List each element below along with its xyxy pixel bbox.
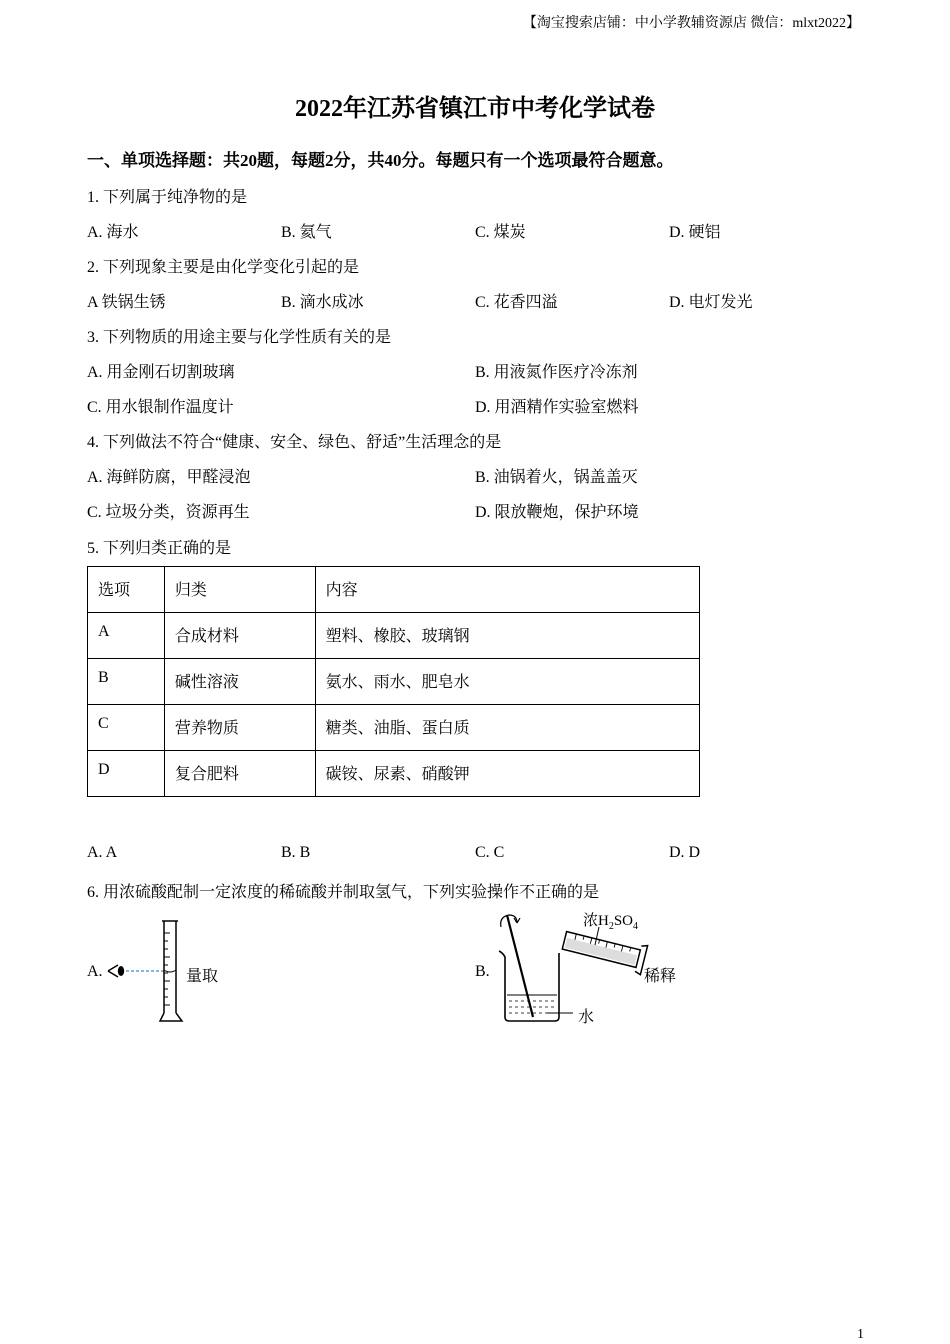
table-cell: 塑料、橡胶、玻璃钢 — [315, 613, 699, 659]
q5-option-d: D. D — [669, 844, 701, 861]
q3-option-c: C. 用水银制作温度计 — [87, 399, 234, 416]
table-row — [88, 751, 700, 797]
table-row — [88, 705, 700, 751]
q5-stem: 5. 下列归类正确的是 — [87, 540, 232, 557]
q1-stem: 1. 下列属于纯净物的是 — [87, 189, 248, 206]
table-header-cell: 选项 — [88, 567, 165, 613]
q6-option-b-label: B. — [475, 963, 490, 980]
table-cell: 复合肥料 — [164, 751, 315, 797]
section-heading: 一、单项选择题：共20题，每题2分，共40分。每题只有一个选项最符合题意。 — [87, 151, 674, 170]
table-cell: 碱性溶液 — [164, 659, 315, 705]
q6-stem: 6. 用浓硫酸配制一定浓度的稀硫酸并制取氢气，下列实验操作不正确的是 — [87, 884, 600, 901]
q6-option-a-caption: 量取 — [186, 968, 219, 985]
table-cell: 氨水、雨水、肥皂水 — [315, 659, 699, 705]
q1-option-c: C. 煤炭 — [475, 224, 526, 241]
q2-stem: 2. 下列现象主要是由化学变化引起的是 — [87, 259, 360, 276]
q3-option-a: A. 用金刚石切割玻璃 — [87, 364, 235, 381]
q6-option-a-label: A. — [87, 963, 103, 980]
q1-option-a: A. 海水 — [87, 224, 139, 241]
table-cell: 糖类、油脂、蛋白质 — [315, 705, 699, 751]
q2-option-a: A 铁锅生锈 — [87, 294, 166, 311]
q3-option-b: B. 用液氮作医疗冷冻剂 — [475, 364, 638, 381]
table-cell: 营养物质 — [164, 705, 315, 751]
q5-table — [87, 566, 700, 797]
cylinder-icon — [160, 921, 182, 1021]
table-cell: 碳铵、尿素、硝酸钾 — [315, 751, 699, 797]
water-label: 水 — [578, 1009, 595, 1026]
table-header-cell: 归类 — [164, 567, 315, 613]
q4-option-b: B. 油锅着火，锅盖盖灭 — [475, 469, 638, 486]
q6-option-b-caption: 稀释 — [644, 968, 677, 985]
q4-option-d: D. 限放鞭炮，保护环境 — [475, 504, 639, 521]
q3-stem: 3. 下列物质的用途主要与化学性质有关的是 — [87, 329, 392, 346]
q4-option-a: A. 海鲜防腐，甲醛浸泡 — [87, 469, 251, 486]
table-row — [88, 613, 700, 659]
header-note: 【淘宝搜索店铺：中小学教辅资源店 微信：mlxt2022】 — [522, 16, 860, 31]
q3-option-d: D. 用酒精作实验室燃料 — [475, 399, 639, 416]
table-row — [88, 659, 700, 705]
table-header-cell: 内容 — [315, 567, 699, 613]
table-cell: 合成材料 — [164, 613, 315, 659]
q1-option-b: B. 氦气 — [281, 224, 332, 241]
beaker-icon — [499, 951, 559, 1021]
q4-option-c: C. 垃圾分类，资源再生 — [87, 504, 250, 521]
acid-label: 浓$H_2SO_4$ — [583, 913, 639, 932]
acid-cylinder-icon — [561, 926, 648, 975]
q2-option-d: D. 电灯发光 — [669, 294, 753, 311]
table-cell: A — [88, 613, 165, 659]
page-title: 2022年江苏省镇江市中考化学试卷 — [295, 96, 655, 122]
q2-option-b: B. 滴水成冰 — [281, 294, 364, 311]
q1-option-d: D. 硬铝 — [669, 224, 721, 241]
q5-option-b: B. B — [281, 844, 311, 861]
table-cell: D — [88, 751, 165, 797]
q4-stem: 4. 下列做法不符合“健康、安全、绿色、舒适”生活理念的是 — [87, 434, 502, 451]
q5-option-c: C. C — [475, 844, 505, 861]
table-header-row — [88, 567, 700, 613]
table-cell: B — [88, 659, 165, 705]
q2-option-c: C. 花香四溢 — [475, 294, 558, 311]
eye-icon — [108, 965, 124, 977]
dilution-figure — [495, 905, 655, 1030]
page-number: 1 — [857, 1327, 864, 1342]
table-cell: C — [88, 705, 165, 751]
q5-option-a: A. A — [87, 844, 118, 861]
